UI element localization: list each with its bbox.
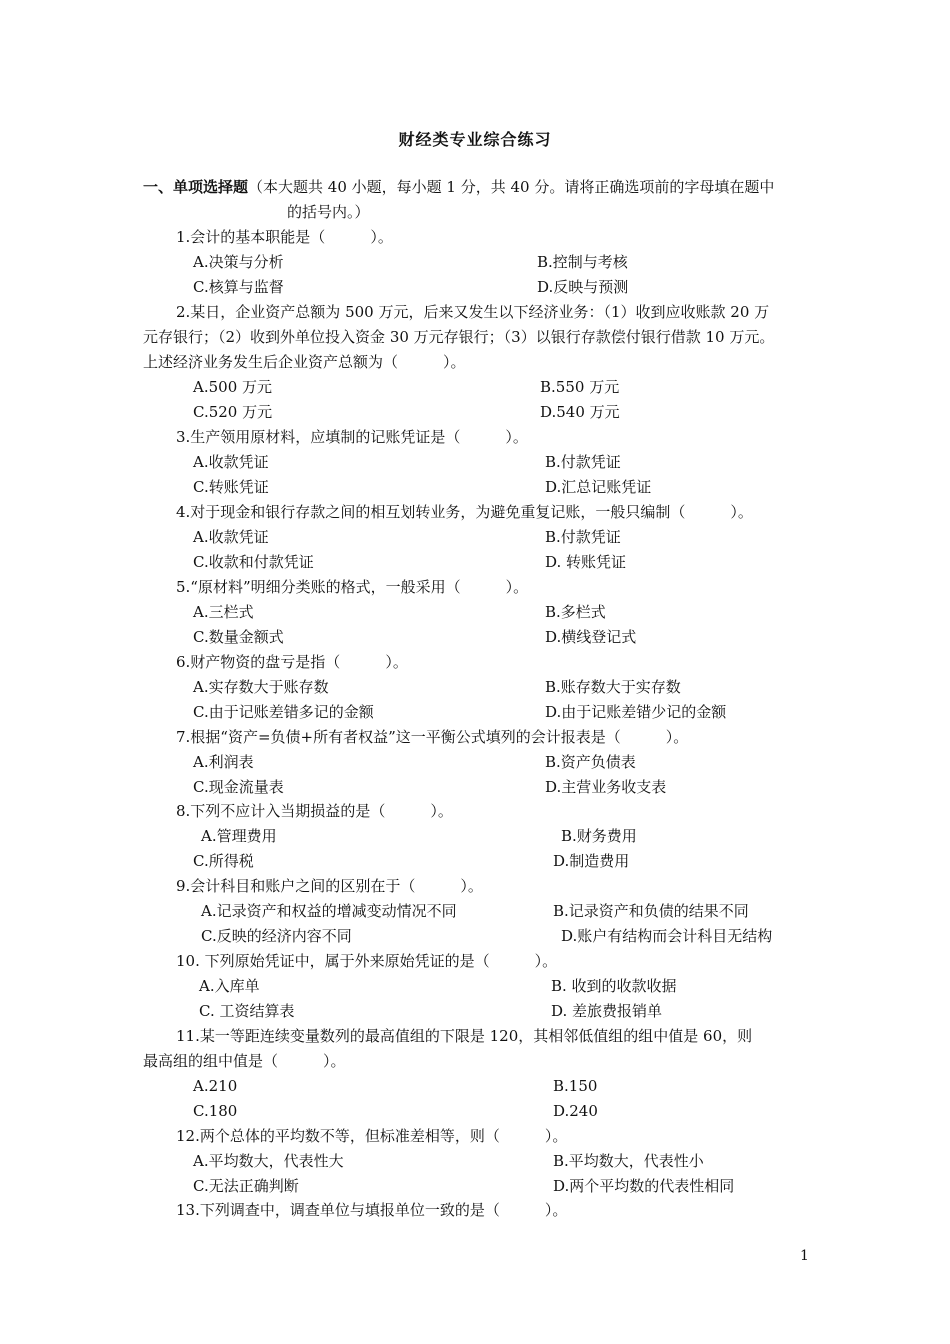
question-8: 8.下列不应计入当期损益的是（ ）。	[176, 802, 453, 820]
q9-option-c: C.反映的经济内容不同	[201, 927, 352, 945]
q5-option-a: A.三栏式	[193, 603, 254, 621]
q9-option-b: B.记录资产和负债的结果不同	[553, 902, 749, 920]
q11-option-b: B.150	[553, 1077, 598, 1095]
q3-option-a: A.收款凭证	[193, 453, 269, 471]
section-heading: 一、单项选择题	[143, 178, 249, 196]
question-11-cont: 最高组的组中值是（ ）。	[143, 1052, 346, 1070]
q6-option-d: D.由于记账差错少记的金额	[545, 703, 727, 721]
q3-option-b: B.付款凭证	[545, 453, 621, 471]
question-3: 3.生产领用原材料，应填制的记账凭证是（ ）。	[176, 428, 528, 446]
question-4: 4.对于现金和银行存款之间的相互划转业务，为避免重复记账，一般只编制（ ）。	[176, 503, 753, 521]
q10-option-a: A.入库单	[199, 977, 260, 995]
q7-option-b: B.资产负债表	[545, 753, 636, 771]
q8-option-c: C.所得税	[193, 852, 254, 870]
q6-option-a: A.实存数大于账存数	[193, 678, 329, 696]
q7-option-c: C.现金流量表	[193, 778, 284, 796]
q5-option-b: B.多栏式	[545, 603, 606, 621]
question-2: 2.某日，企业资产总额为 500 万元，后来又发生以下经济业务：（1）收到应收账款 20 万	[176, 303, 770, 321]
q3-option-c: C.转账凭证	[193, 478, 269, 496]
q12-option-b: B.平均数大，代表性小	[553, 1152, 704, 1170]
q1-option-d: D.反映与预测	[537, 278, 629, 296]
q12-option-c: C.无法正确判断	[193, 1177, 299, 1195]
q2-option-c: C.520 万元	[193, 403, 273, 421]
q7-option-a: A.利润表	[193, 753, 254, 771]
section-note: （本大题共 40 小题，每小题 1 分，共 40 分。请将正确选项前的字母填在题中	[248, 178, 775, 196]
question-6: 6.财产物资的盘亏是指（ ）。	[176, 653, 408, 671]
q2-option-a: A.500 万元	[193, 378, 272, 396]
question-2-cont-2: 上述经济业务发生后企业资产总额为（ ）。	[143, 353, 466, 371]
question-11: 11.某一等距连续变量数列的最高值组的下限是 120，其相邻低值组的组中值是 60，则	[176, 1027, 753, 1045]
q6-option-c: C.由于记账差错多记的金额	[193, 703, 374, 721]
q4-option-c: C.收款和付款凭证	[193, 553, 314, 571]
q10-option-c: C. 工资结算表	[199, 1002, 295, 1020]
q12-option-a: A.平均数大，代表性大	[193, 1152, 344, 1170]
q9-option-d: D.账户有结构而会计科目无结构	[561, 927, 773, 945]
q8-option-d: D.制造费用	[553, 852, 630, 870]
q6-option-b: B.账存数大于实存数	[545, 678, 681, 696]
q8-option-a: A.管理费用	[201, 827, 277, 845]
question-9: 9.会计科目和账户之间的区别在于（ ）。	[176, 877, 483, 895]
question-10: 10. 下列原始凭证中，属于外来原始凭证的是（ ）。	[176, 952, 558, 970]
q11-option-d: D.240	[553, 1102, 598, 1120]
q10-option-d: D. 差旅费报销单	[551, 1002, 663, 1020]
q1-option-b: B.控制与考核	[537, 253, 628, 271]
q5-option-d: D.横线登记式	[545, 628, 637, 646]
page-number: 1	[800, 1248, 809, 1264]
question-13: 13.下列调查中，调查单位与填报单位一致的是（ ）。	[176, 1201, 568, 1219]
q5-option-c: C.数量金额式	[193, 628, 284, 646]
q11-option-a: A.210	[193, 1077, 238, 1095]
q7-option-d: D.主营业务收支表	[545, 778, 667, 796]
q3-option-d: D.汇总记账凭证	[545, 478, 652, 496]
q12-option-d: D.两个平均数的代表性相同	[553, 1177, 735, 1195]
section-note-cont: 的括号内。）	[287, 203, 370, 221]
question-2-cont-1: 元存银行；（2）收到外单位投入资金 30 万元存银行；（3）以银行存款偿付银行借款 10 万元。	[143, 328, 775, 346]
q1-option-a: A.决策与分析	[193, 253, 284, 271]
question-12: 12.两个总体的平均数不等，但标准差相等，则（ ）。	[176, 1127, 568, 1145]
question-5: 5.“原材料”明细分类账的格式，一般采用（ ）。	[176, 578, 529, 596]
page-title: 财经类专业综合练习	[398, 130, 552, 149]
q9-option-a: A.记录资产和权益的增减变动情况不同	[201, 902, 457, 920]
q2-option-b: B.550 万元	[540, 378, 620, 396]
question-1: 1.会计的基本职能是（ ）。	[176, 228, 393, 246]
q4-option-a: A.收款凭证	[193, 528, 269, 546]
q2-option-d: D.540 万元	[540, 403, 620, 421]
section-heading-row	[143, 177, 774, 197]
q11-option-c: C.180	[193, 1102, 238, 1120]
q1-option-c: C.核算与监督	[193, 278, 284, 296]
q8-option-b: B.财务费用	[561, 827, 637, 845]
q4-option-b: B.付款凭证	[545, 528, 621, 546]
question-7: 7.根据“资产=负债+所有者权益”这一平衡公式填列的会计报表是（ ）。	[176, 728, 689, 746]
q10-option-b: B. 收到的收款收据	[551, 977, 677, 995]
q4-option-d: D. 转账凭证	[545, 553, 627, 571]
